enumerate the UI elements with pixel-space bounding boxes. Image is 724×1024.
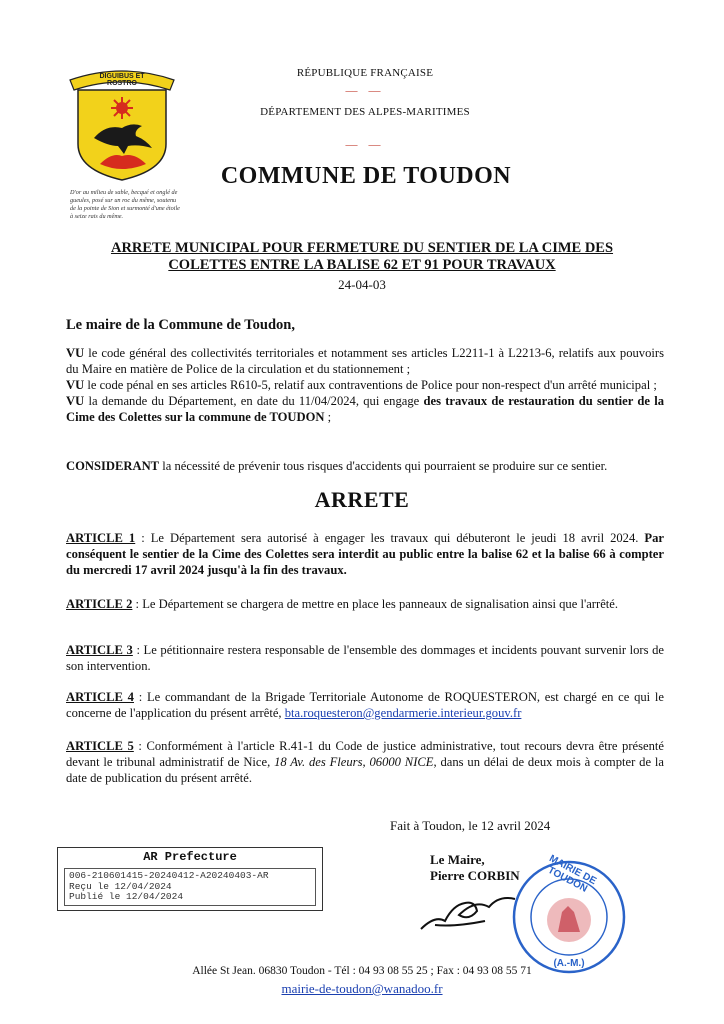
vu-item-1: VU le code général des collectivités territoriales et notamment ses articles L2211-1 à L2213-6, relatifs aux pouvoirs du Maire en matière de Police de la circulation et du stationnement ; <box>66 346 664 376</box>
article-2: ARTICLE 2 : Le Département se chargera de mettre en place les panneaux de signalisation ainsi que l'arrêté. <box>66 597 619 611</box>
ar-reference: 006-210601415-20240412-A20240403-AR <box>69 870 269 881</box>
ar-prefecture-details <box>64 868 316 906</box>
article-4: ARTICLE 4 : Le commandant de la Brigade Territoriale Autonome de ROQUESTERON, est chargé en ce qui le concerne de l'application du présent arrêté, bta.roquesteron@gendarmerie.interieur.gouv.fr <box>66 690 665 720</box>
star-icon <box>111 97 133 119</box>
article-5: ARTICLE 5 : Conformément à l'article R.41-1 du Code de justice administrative, tout recours devra être présenté devant le tribunal administratif de Nice, 18 Av. des Fleurs, 06000 NICE, dans un délai de deux mois à compter de la date de publication du présent arrêté. <box>66 739 665 785</box>
mairie-stamp <box>510 853 628 976</box>
gendarmerie-email-link[interactable]: bta.roquesteron@gendarmerie.interieur.gouv.fr <box>284 706 522 720</box>
department-label: DÉPARTEMENT DES ALPES-MARITIMES <box>260 106 470 118</box>
footer-email-wrap <box>100 980 624 998</box>
vu-block <box>66 345 664 425</box>
ar-received: Reçu le 12/04/2024 <box>69 880 172 892</box>
vu-item-2: VU le code pénal en ses articles R610-5, relatif aux contraventions de Police pour non-respect d'un arrêté municipal ; <box>66 378 657 392</box>
header-dash-1: — — <box>345 83 385 97</box>
ar-published: Publié le 12/04/2024 <box>69 891 184 902</box>
arrete-heading: ARRETE <box>314 487 410 512</box>
arrete-number: 24-04-03 <box>338 277 386 292</box>
footer-address: Allée St Jean. 06830 Toudon - Tél : 04 93 08 55 25 ; Fax : 04 93 08 55 71 <box>192 965 532 977</box>
ar-prefecture-title: AR Prefecture <box>143 850 237 864</box>
place-date: Fait à Toudon, le 12 avril 2024 <box>390 818 551 833</box>
arrete-title <box>60 240 664 274</box>
commune-title: COMMUNE DE TOUDON <box>220 163 512 189</box>
republic-label: RÉPUBLIQUE FRANÇAISE <box>296 67 434 79</box>
considerant: CONSIDERANT la nécessité de prévenir tous risques d'accidents qui pourraient se produire sur ce sentier. <box>66 459 608 473</box>
crest-caption: D'or au milieu de sable, becqué et onglé de gueules, posé sur un roc du même, soutenu de la pointe de Sion et surmonté d'une étoile à seize rais du même. <box>70 189 180 220</box>
ar-prefecture-box <box>57 847 323 911</box>
stamp-bottom-text: (A.-M.) <box>553 958 585 969</box>
article-3: ARTICLE 3 : Le pétitionnaire restera responsable de l'ensemble des dommages et incidents pouvant survenir lors de son intervention. <box>66 643 665 673</box>
mayor-name: Pierre CORBIN <box>430 868 520 883</box>
commune-crest <box>62 66 182 220</box>
footer-email-link[interactable]: mairie-de-toudon@wanadoo.fr <box>281 981 443 996</box>
article-1: ARTICLE 1 : Le Département sera autorisé à engager les travaux qui débuteront le jeudi 18 avril 2024. Par conséquent le sentier de la Cime des Colettes sera interdit au public entre la balise 62 et la balise 66 à compter du mercredi 17 avril 2024 jusqu'à la fin des travaux. <box>66 531 665 577</box>
mayor-role: Le Maire, <box>430 852 485 867</box>
signature-scribble-icon <box>415 885 525 935</box>
header-dash-2: — — <box>345 137 385 151</box>
intro-heading: Le maire de la Commune de Toudon, <box>66 317 295 333</box>
arrete-title-line-1: ARRETE MUNICIPAL POUR FERMETURE DU SENTIER DE LA CIME DES <box>110 240 614 256</box>
arrete-title-line-2: COLETTES ENTRE LA BALISE 62 ET 91 POUR TRAVAUX <box>168 257 556 273</box>
vu-item-3: VU la demande du Département, en date du 11/04/2024, qui engage des travaux de restauration du sentier de la Cime des Colettes sur la commune de TOUDON ; <box>66 394 664 424</box>
crest-banner-text: DIGUIBUS ET ROSTRO <box>99 73 145 87</box>
stamp-top-text: MAIRIE DE TOUDON <box>545 853 598 895</box>
